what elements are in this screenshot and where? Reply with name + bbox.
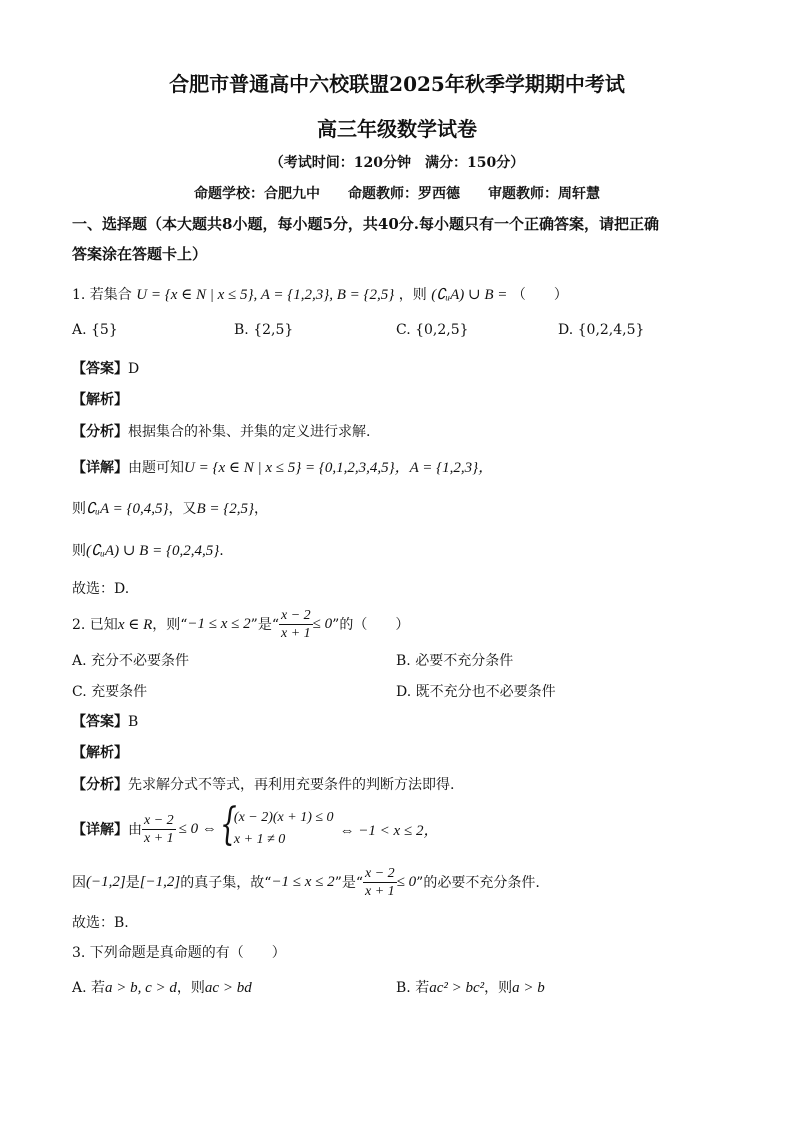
section-heading-line2: 答案涂在答题卡上） (72, 245, 208, 263)
q2-fraction (279, 607, 313, 642)
detail2-math: ∁ᵤA = {0,4,5} (86, 501, 169, 517)
q2-mid1: ，则“ (152, 617, 188, 633)
q1-math: U = {x ∈ N | x ≤ 5}, A = {1,2,3}, B = {2,5} (136, 287, 395, 303)
fenxi-text: 根据集合的补集、并集的定义进行求解. (128, 424, 371, 440)
exam-title: 合肥市普通高中六校联盟2025年秋季学期期中考试 (169, 72, 625, 96)
line2-fraction (363, 865, 397, 900)
author-info: 命题学校：合肥九中 命题教师：罗西德 审题教师：周轩慧 (194, 186, 600, 202)
optB-math2: a > b (512, 980, 545, 996)
left-brace: { (219, 799, 237, 850)
frac-denominator: x + 1 (144, 830, 174, 846)
question-1-stem (72, 284, 568, 304)
q1-detail-line3 (72, 540, 224, 560)
q2-option-c: C. 充要条件 (72, 684, 148, 700)
system-row-1: (x − 2)(x + 1) ≤ 0 (233, 810, 334, 825)
q2-prefix: 2. 已知 (72, 617, 118, 633)
detail-le0: ≤ 0 ⇔ (178, 820, 217, 837)
line2-m2: [−1,2] (139, 873, 181, 890)
detail-label: 【详解】 (72, 822, 128, 838)
q1-prefix: 1. 若集合 (72, 287, 132, 303)
q2-detail-line2 (72, 862, 540, 902)
q1-math2: (∁ᵤA) ∪ B = (431, 287, 508, 303)
fenxi-label: 【分析】 (72, 424, 128, 440)
q1-option-b: B. {2,5} (234, 322, 294, 338)
fenxi-text: 先求解分式不等式，再利用充要条件的判断方法即得. (128, 777, 455, 793)
detail3-math: (∁ᵤA) ∪ B = {0,2,4,5} (86, 543, 220, 559)
q3-option-a (72, 977, 252, 997)
system-row-2: x + 1 ≠ 0 (233, 832, 286, 847)
frac-numerator: x − 2 (281, 607, 311, 623)
q2-math2: −1 ≤ x ≤ 2 (187, 615, 251, 632)
q2-option-b: B. 必要不充分条件 (396, 653, 514, 669)
q2-math1: x ∈ R (117, 616, 153, 633)
answer-value: D (128, 361, 140, 377)
frac-denominator: x + 1 (281, 625, 311, 641)
answer-label: 【答案】 (72, 361, 128, 377)
optA-math2: ac > bd (204, 980, 252, 996)
inequality-system (219, 799, 334, 851)
q2-detail-line1 (72, 799, 439, 852)
q2-answer (72, 711, 138, 731)
q1-option-a: A. {5} (72, 322, 118, 338)
q2-option-d: D. 既不充分也不必要条件 (396, 684, 556, 700)
line2-e: ”的必要不充分条件. (416, 875, 540, 891)
q1-detail-line2 (72, 498, 268, 518)
q1-option-d: D. {0,2,4,5} (558, 322, 645, 338)
exam-info: （考试时间：120分钟 满分：150分） (269, 155, 525, 171)
line2-c: 的真子集，故“ (180, 875, 272, 891)
detail3-text: 则 (72, 543, 86, 559)
question-3-stem: 3. 下列命题是真命题的有（ ） (72, 945, 286, 961)
detail2-end: ， (254, 501, 268, 517)
line2-a: 因 (72, 875, 86, 891)
detail-text: 由题可知 (128, 460, 184, 476)
q1-conclusion: 故选：D. (72, 581, 130, 597)
optA-mid: ，则 (176, 980, 205, 996)
frac-numerator: x − 2 (365, 865, 395, 881)
detail-text: 由 (128, 822, 142, 838)
question-2-stem (72, 604, 409, 644)
q1-analysis-label: 【解析】 (72, 392, 128, 408)
q1-option-c: C. {0,2,5} (396, 322, 469, 338)
detail3-end: . (219, 543, 224, 559)
line2-d: ”是“ (334, 875, 364, 891)
detail-fraction (142, 812, 176, 847)
line2-m4: ≤ 0 (396, 873, 417, 890)
q2-conclusion: 故选：B. (72, 915, 129, 931)
line2-m3: −1 ≤ x ≤ 2 (271, 873, 335, 890)
q2-end: ”的（ ） (332, 617, 410, 633)
detail2-math2: B = {2,5} (196, 501, 254, 517)
optB-text: B. 若 (396, 980, 430, 996)
line2-b: 是 (125, 875, 140, 891)
q2-option-a: A. 充分不必要条件 (72, 653, 190, 669)
q2-mid2: ”是“ (250, 617, 279, 633)
fenxi-label: 【分析】 (72, 777, 128, 793)
detail2-mid: ，又 (168, 501, 197, 517)
answer-label: 【答案】 (72, 714, 128, 730)
detail-math: U = {x ∈ N | x ≤ 5} = {0,1,2,3,4,5}，A = {1,2,3}， (184, 460, 494, 476)
q1-mid: ，则 (398, 287, 427, 303)
q2-fenxi (72, 774, 454, 794)
paper-subtitle: 高三年级数学试卷 (317, 117, 477, 141)
optA-math: a > b, c > d (105, 980, 177, 996)
optB-math: ac² > bc² (429, 980, 485, 996)
optA-text: A. 若 (72, 980, 106, 996)
q3-option-b (396, 977, 545, 997)
line2-m1: (−1,2] (86, 873, 126, 890)
frac-denominator: x + 1 (365, 883, 395, 899)
answer-value: B (128, 714, 139, 730)
q1-detail-line1 (72, 456, 493, 477)
frac-numerator: x − 2 (144, 812, 174, 828)
q1-fenxi (72, 421, 370, 441)
section-heading-line1: 一、选择题（本大题共8小题，每小题5分，共40分.每小题只有一个正确答案，请把正确 (72, 215, 659, 233)
q2-analysis-label: 【解析】 (72, 745, 128, 761)
detail2-text: 则 (72, 501, 86, 517)
optB-mid: ，则 (484, 980, 513, 996)
q1-answer (72, 358, 139, 378)
detail-result: ⇔ −1 < x ≤ 2， (339, 822, 439, 839)
q2-math3: ≤ 0 (312, 615, 333, 632)
q1-paren: （ ） (511, 287, 568, 303)
detail-label: 【详解】 (72, 460, 128, 476)
